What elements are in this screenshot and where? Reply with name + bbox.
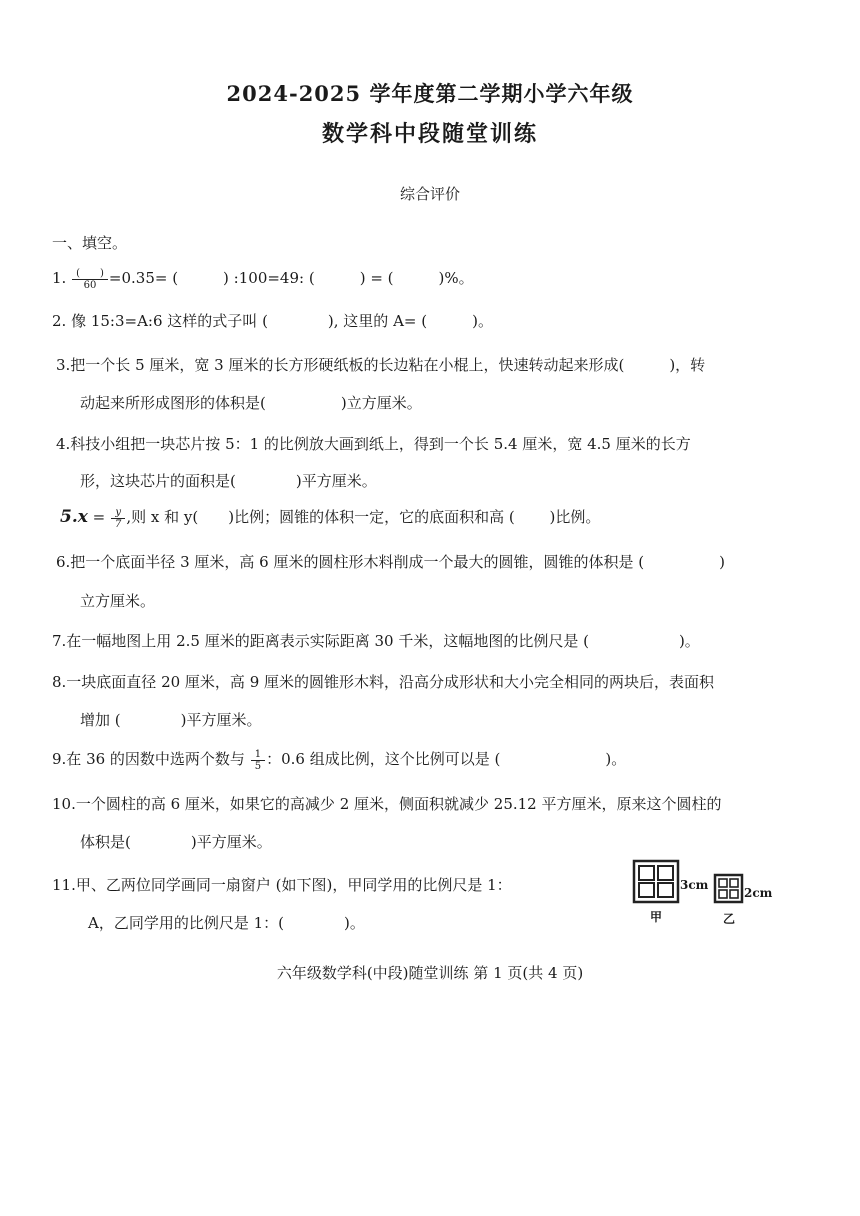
question-text-pre: 9.在 36 的因数中选两个数与	[52, 750, 250, 768]
question-3-line-2: 动起来所形成图形的体积是( )立方厘米。	[80, 394, 422, 412]
question-text-post: ：0.6 组成比例，这个比例可以是 ( )。	[266, 750, 627, 768]
question-2: 2. 像 15:3=A:6 这样的式子叫 ( ), 这里的 A= ( )。	[52, 312, 493, 330]
question-11-line-1: 11.甲、乙两位同学画同一扇窗户 (如下图)，甲同学用的比例尺是 1：	[52, 876, 512, 894]
question-10-line-2: 体积是( )平方厘米。	[80, 833, 272, 851]
page-footer: 六年级数学科(中段)随堂训练 第 1 页(共 4 页)	[276, 964, 584, 982]
fraction-numerator: y	[111, 507, 125, 519]
equals-sign: =	[87, 508, 110, 526]
title-line-2: 数学科中段随堂训练	[321, 121, 538, 147]
fraction-denominator: 7	[115, 518, 122, 530]
window-jia-dimension: 3cm	[680, 878, 709, 892]
fraction	[72, 268, 108, 291]
question-6-line-1: 6.把一个底面半径 3 厘米，高 6 厘米的圆柱形木料削成一个最大的圆锥，圆锥的体积是 ( )	[56, 553, 725, 571]
window-yi-label: 乙	[723, 912, 736, 926]
subtitle: 综合评价	[399, 185, 460, 203]
section-heading: 一、填空。	[52, 234, 128, 252]
question-number: 5.	[60, 507, 78, 527]
question-4-line-2: 形，这块芯片的面积是( )平方厘米。	[80, 472, 377, 490]
fraction-numerator: 1	[251, 749, 265, 761]
question-9	[52, 747, 626, 772]
window-yi-dimension: 2cm	[744, 886, 773, 900]
window-yi-drawing	[715, 875, 742, 902]
question-11-line-2: A，乙同学用的比例尺是 1：( )。	[88, 914, 365, 932]
window-figure	[630, 858, 780, 928]
question-6-line-2: 立方厘米。	[80, 592, 156, 610]
fraction	[111, 507, 125, 530]
title-line-1: 2024-2025 学年度第二学期小学六年级	[226, 81, 634, 106]
window-jia-drawing	[634, 861, 678, 902]
question-8-line-2: 增加 ( )平方厘米。	[80, 711, 262, 729]
fraction-denominator: 60	[83, 279, 97, 291]
fraction	[251, 749, 265, 772]
question-10-line-1: 10.一个圆柱的高 6 厘米，如果它的高减少 2 厘米，侧面积就减少 25.12 平方厘米，原来这个圆柱的	[52, 795, 722, 813]
question-5	[60, 505, 600, 530]
math-variable: x	[77, 507, 88, 527]
question-text: ,则 x 和 y( )比例；圆锥的体积一定，它的底面积和高 ( )比例。	[126, 508, 601, 526]
question-4-line-1: 4.科技小组把一块芯片按 5：1 的比例放大画到纸上，得到一个长 5.4 厘米，宽 4.5 厘米的长方	[56, 435, 691, 453]
question-7: 7.在一幅地图上用 2.5 厘米的距离表示实际距离 30 千米，这幅地图的比例尺是 ( )。	[52, 632, 700, 650]
question-1	[52, 266, 474, 291]
fraction-numerator: ( )	[72, 268, 108, 280]
window-jia-label: 甲	[650, 910, 663, 924]
question-number: 1.	[52, 269, 67, 287]
question-3-line-1: 3.把一个长 5 厘米，宽 3 厘米的长方形硬纸板的长边粘在小棍上，快速转动起来形成( )，转	[56, 356, 706, 374]
question-text: =0.35= ( ) :100=49: ( ) = ( )%。	[108, 269, 474, 287]
fraction-denominator: 5	[254, 760, 262, 772]
question-8-line-1: 8.一块底面直径 20 厘米，高 9 厘米的圆锥形木料，沿高分成形状和大小完全相同的两块后，表面积	[52, 673, 715, 691]
